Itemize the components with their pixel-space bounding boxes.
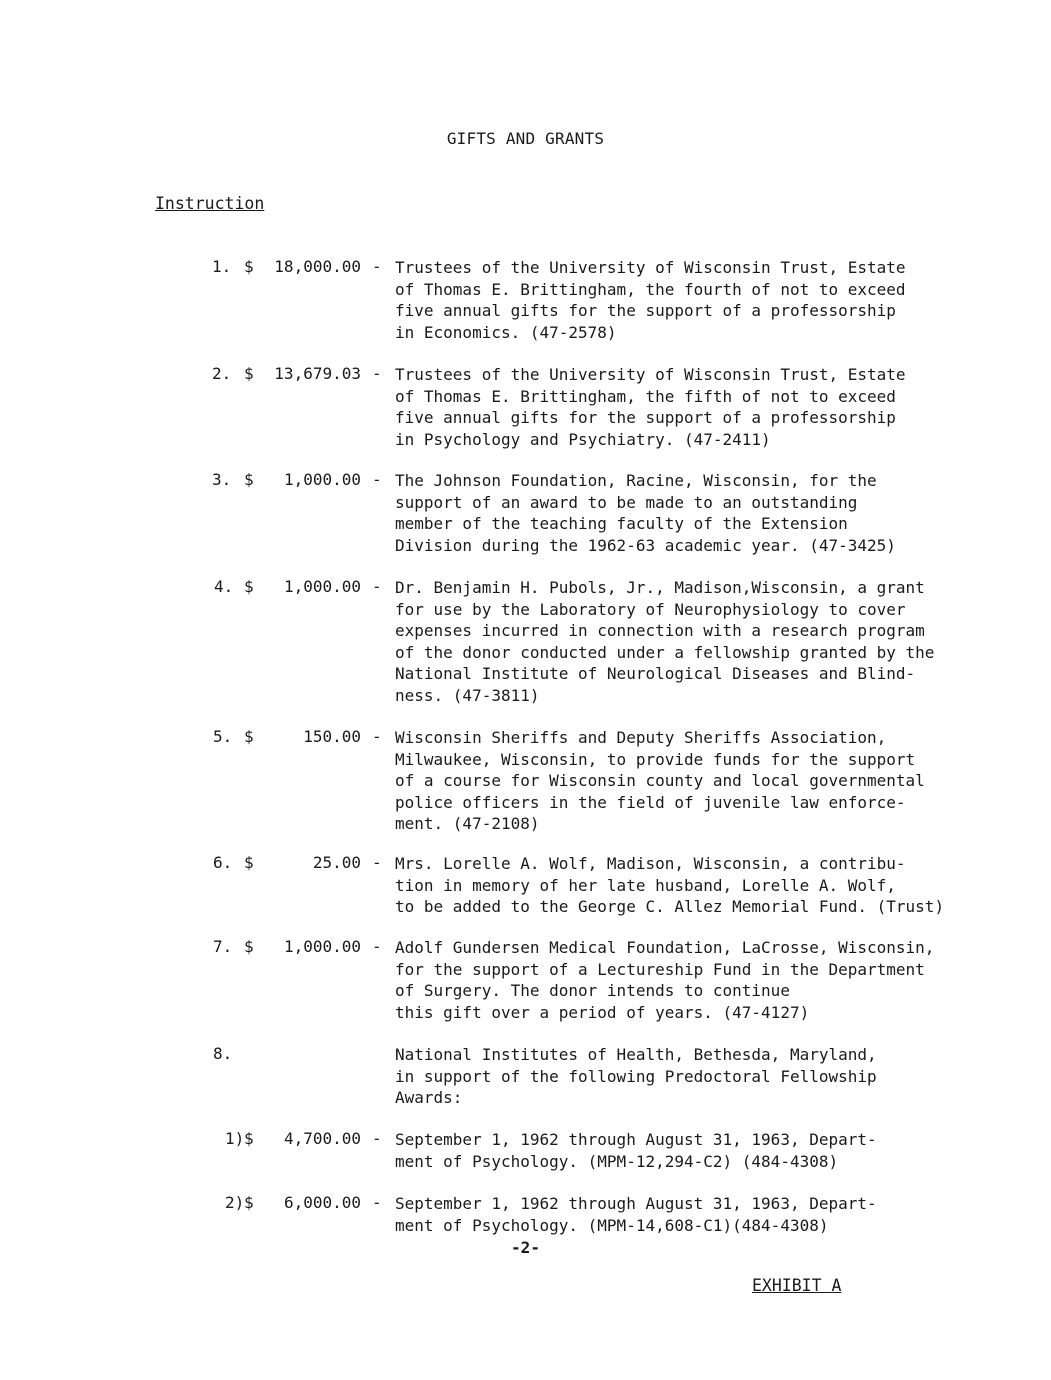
description-line: expenses incurred in connection with a research program <box>395 621 925 640</box>
item-number: 5. <box>213 727 233 746</box>
description-line: this gift over a period of years. (47-4127) <box>395 1002 810 1022</box>
description-line: Trustees of the University of Wisconsin Trust, Estate <box>395 258 906 277</box>
item-number: 3. <box>212 470 232 489</box>
description-line: ment. (47-2108) <box>395 814 540 833</box>
separator-dash: - <box>372 364 382 383</box>
description-line: National Institutes of Health, Bethesda, Maryland, <box>395 1045 877 1064</box>
grant-description <box>395 727 995 835</box>
grant-amount: 1,000.00 <box>283 470 361 489</box>
dollar-sign: $ <box>244 1129 254 1148</box>
grant-description <box>395 1193 995 1236</box>
grant-description <box>395 1129 995 1172</box>
description-line: five annual gifts for the support of a professorship <box>395 301 896 320</box>
grant-amount: 13,679.03 <box>274 364 361 383</box>
description-line: Awards: <box>395 1088 463 1107</box>
description-line: Milwaukee, Wisconsin, to provide funds for the support <box>395 749 916 769</box>
description-line: Trustees of the University of Wisconsin Trust, Estate <box>395 365 906 384</box>
grant-amount: 6,000.00 <box>283 1193 361 1212</box>
separator-dash: - <box>372 937 382 956</box>
grant-description <box>395 853 995 918</box>
description-line: support of an award to be made to an outstanding <box>395 492 858 512</box>
grant-description <box>395 1044 995 1109</box>
item-number: 4. <box>214 577 234 596</box>
description-line: September 1, 1962 through August 31, 1963, Depart- <box>395 1130 877 1149</box>
description-line: of Thomas E. Brittingham, the fifth of not to exceed <box>395 386 896 406</box>
dollar-sign: $ <box>244 727 254 746</box>
page-number: -2- <box>511 1238 540 1257</box>
description-line: National Institute of Neurological Diseases and Blind- <box>395 664 916 683</box>
description-line: for the support of a Lectureship Fund in the Department <box>395 959 925 979</box>
dollar-sign: $ <box>244 364 254 383</box>
item-number: 6. <box>213 853 233 872</box>
description-line: Division during the 1962-63 academic year. (47-3425) <box>395 535 896 555</box>
description-line: to be added to the George C. Allez Memorial Fund. (Trust) <box>395 897 945 916</box>
description-line: in Economics. (47-2578) <box>395 322 617 342</box>
dollar-sign: $ <box>244 577 254 596</box>
dollar-sign: $ <box>244 853 254 872</box>
separator-dash: - <box>372 257 382 276</box>
item-number: 2. <box>212 364 232 383</box>
grant-amount: 18,000.00 <box>274 257 361 276</box>
description-line: of a course for Wisconsin county and local governmental <box>395 771 925 790</box>
item-number: 1) <box>225 1129 245 1148</box>
description-line: ment of Psychology. (MPM-12,294-C2) (484-4308) <box>395 1151 839 1171</box>
description-line: member of the teaching faculty of the Extension <box>395 514 848 533</box>
separator-dash: - <box>372 577 382 596</box>
grant-description <box>395 364 995 450</box>
dollar-sign: $ <box>244 937 254 956</box>
description-line: Dr. Benjamin H. Pubols, Jr., Madison,Wisconsin, a grant <box>395 578 925 597</box>
grant-amount: 25.00 <box>312 853 361 872</box>
separator-dash: - <box>372 470 382 489</box>
separator-dash: - <box>372 727 382 746</box>
grant-amount: 1,000.00 <box>283 577 361 596</box>
description-line: ment of Psychology. (MPM-14,608-C1)(484-4308) <box>395 1215 829 1235</box>
grant-amount: 1,000.00 <box>283 937 361 956</box>
grant-description <box>395 470 995 556</box>
dollar-sign: $ <box>244 470 254 489</box>
grant-amount: 4,700.00 <box>283 1129 361 1148</box>
description-line: tion in memory of her late husband, Lorelle A. Wolf, <box>395 875 896 895</box>
item-number: 2) <box>225 1193 245 1212</box>
description-line: of the donor conducted under a fellowship granted by the <box>395 642 935 662</box>
exhibit-label: EXHIBIT A <box>752 1276 842 1295</box>
description-line: in Psychology and Psychiatry. (47-2411) <box>395 429 771 449</box>
grant-description <box>395 937 995 1023</box>
description-line: in support of the following Predoctoral Fellowship <box>395 1066 877 1086</box>
description-line: five annual gifts for the support of a professorship <box>395 408 896 427</box>
item-number: 7. <box>213 937 233 956</box>
item-number: 1. <box>212 257 232 276</box>
dollar-sign: $ <box>244 1193 254 1212</box>
description-line: Mrs. Lorelle A. Wolf, Madison, Wisconsin, a contribu- <box>395 854 906 873</box>
grant-amount: 150.00 <box>303 727 361 746</box>
description-line: of Surgery. The donor intends to continue <box>395 981 790 1000</box>
grant-description <box>395 257 995 343</box>
separator-dash: - <box>372 853 382 872</box>
dollar-sign: $ <box>244 257 254 276</box>
description-line: Wisconsin Sheriffs and Deputy Sheriffs Association, <box>395 728 887 747</box>
description-line: for use by the Laboratory of Neurophysiology to cover <box>395 599 906 619</box>
description-line: The Johnson Foundation, Racine, Wisconsin, for the <box>395 471 877 490</box>
description-line: ness. (47-3811) <box>395 685 540 705</box>
page-title: GIFTS AND GRANTS <box>446 129 605 148</box>
section-heading: Instruction <box>155 194 265 213</box>
description-line: Adolf Gundersen Medical Foundation, LaCrosse, Wisconsin, <box>395 938 935 957</box>
separator-dash: - <box>372 1129 382 1148</box>
description-line: September 1, 1962 through August 31, 1963, Depart- <box>395 1194 877 1213</box>
description-line: of Thomas E. Brittingham, the fourth of not to exceed <box>395 279 906 299</box>
grant-description <box>395 577 995 706</box>
separator-dash: - <box>372 1193 382 1212</box>
item-number: 8. <box>213 1044 233 1063</box>
description-line: police officers in the field of juvenile law enforce- <box>395 792 906 812</box>
